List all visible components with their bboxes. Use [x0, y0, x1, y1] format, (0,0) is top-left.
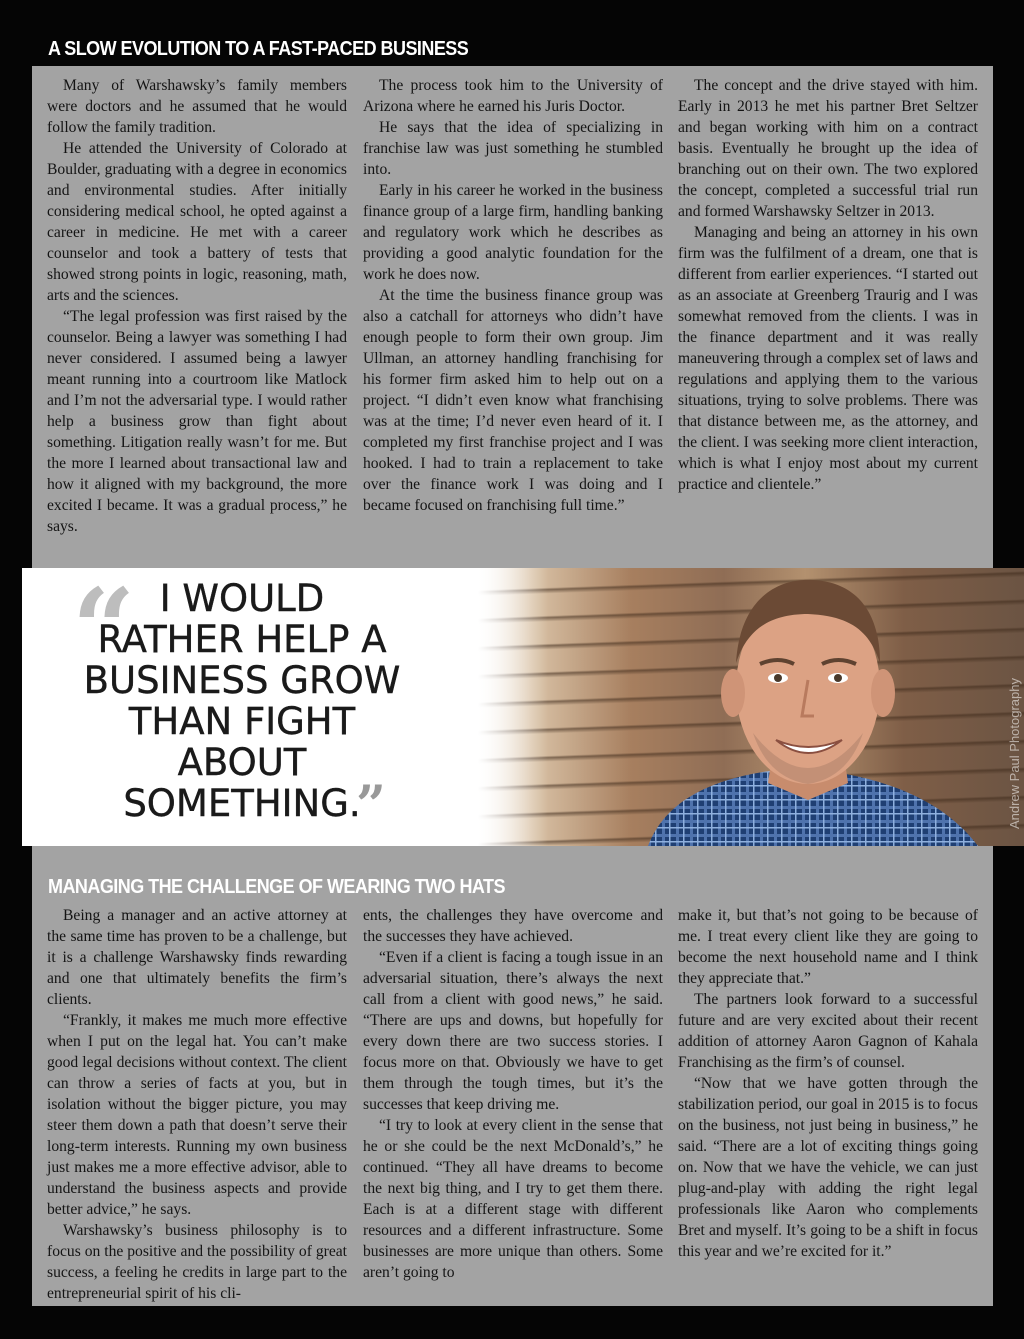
man-portrait-illustration: [648, 568, 978, 846]
paragraph: ents, the challenges they have overcome and the successes they have achieved.: [363, 907, 663, 945]
paragraph: The partners look forward to a successful future and are very excited about their recent addition of attorney Aaron Gagnon of Kahala Franchising as the firm’s of counsel.: [678, 991, 978, 1071]
paragraph: “Frankly, it makes me much more effective when I put on the legal hat. You can’t make good legal decisions without context. The client can throw a series of facts at you, but in isolation without the bigger picture, you may steer them down a path that doesn’t serve their long-term interests. Running my own business just makes me a more effective advisor, able to understand the business aspects and provide better advice,” he says.: [47, 1012, 347, 1218]
portrait-photo: [478, 568, 1024, 846]
paragraph: Managing and being an attorney in his own firm was the fulfilment of a dream, one that is different from earlier experiences. “I started out as an associate at Greenberg Traurig and I was somewhat removed from the clients. I was in the finance department and it was really maneuvering through a complex set of laws and regulations and applying them to the various situations, trying to solve problems. There was that distance between me, as the attorney, and the client. I was seeking more client interaction, which is what I enjoy most about my current practice and clientele.”: [678, 224, 978, 493]
section-title-two-hats: MANAGING THE CHALLENGE OF WEARING TWO HATS: [48, 876, 505, 898]
paragraph: “I try to look at every client in the sense that he or she could be the next McDonald’s,” he continued. “They all have dreams to become the next big thing, and I try to get them there. Each is at a different stage with different resources and a different infrastructure. Some businesses are more unique than others. Some aren’t going to: [363, 1117, 663, 1281]
article-column-3: [678, 75, 978, 495]
paragraph: At the time the business finance group was also a catchall for attorneys who didn’t have enough people to form their own group. Jim Ullman, an attorney handling franchising for his former firm asked him to help out on a project. “I didn’t even know what franchising was at the time; I’d never even heard of it. I completed my first franchise project and I was hooked. I had to train a replacement to take over the finance work I was doing and I became focused on franchising full time.”: [363, 287, 663, 514]
photo-credit: Andrew Paul Photography: [1007, 678, 1022, 830]
paragraph: He says that the idea of specializing in franchise law was just something he stumbled into.: [363, 119, 663, 178]
close-quote-mark: ”: [356, 775, 386, 836]
paragraph: “Now that we have gotten through the stabilization period, our goal in 2015 is to focus on the business, not just being in business,” he said. “There are a lot of exciting things going on. Now that we have the vehicle, we can just plug-and-play with adding the right legal professionals like Aaron who complements Bret and myself. It’s going to be a shift in focus this year and we’re excited for it.”: [678, 1075, 978, 1260]
section-title-slow-evolution: A SLOW EVOLUTION TO A FAST-PACED BUSINESS: [48, 38, 469, 60]
article-column-1: [47, 75, 347, 537]
paragraph: Warshawsky’s business philosophy is to focus on the positive and the possibility of great success, a feeling he credits in large part to the entrepreneurial spirit of his cli-: [47, 1222, 347, 1302]
paragraph: The process took him to the University of Arizona where he earned his Juris Doctor.: [363, 77, 663, 115]
paragraph: The concept and the drive stayed with him. Early in 2013 he met his partner Bret Seltzer and began working with him on a contract basis. Eventually he brought up the idea of branching out on their own. The two explored the concept, completed a successful trial run and formed Warshawsky Seltzer in 2013.: [678, 77, 978, 220]
article-panel-top: [32, 66, 993, 568]
pullquote-band: [22, 568, 1024, 846]
paragraph: Being a manager and an active attorney at the same time has proven to be a challenge, but it is a challenge Warshawsky finds rewarding and one that ultimately benefits the firm’s clients.: [47, 907, 347, 1008]
pullquote: [22, 568, 482, 846]
paragraph: “Even if a client is facing a tough issue in an adversarial situation, there’s always the next call from a client with good news,” he said. “There are ups and downs, but hopefully for every down there are two success stories. I focus more on that. Obviously we have to get them through the tough times, but it’s the successes that keep driving me.: [363, 949, 663, 1113]
pullquote-text: I WOULD RATHER HELP A BUSINESS GROW THAN FIGHT ABOUT SOMETHING.: [83, 577, 401, 825]
article-column-2: [363, 75, 663, 516]
paragraph: Early in his career he worked in the business finance group of a large firm, handling banking and regulatory work which he describes as providing a good analytic foundation for the work he does now.: [363, 182, 663, 283]
article-panel-bottom: [32, 846, 993, 1306]
article-column-1: [47, 905, 347, 1304]
paragraph: make it, but that’s not going to be because of me. I treat every client like they are going to become the next household name and I think they appreciate that.”: [678, 907, 978, 987]
paragraph: “The legal profession was first raised by the counselor. Being a lawyer was something I had never considered. I assumed being a lawyer meant running into a courtroom like Matlock and I’m not the adversarial type. I would rather help a business grow than fight about something. Litigation really wasn’t for me. But the more I learned about transactional law and how it aligned with my background, the more excited I became. It was a gradual process,” he says.: [47, 308, 347, 535]
article-column-2: [363, 905, 663, 1283]
paragraph: He attended the University of Colorado at Boulder, graduating with a degree in economics and environmental studies. After initially considering medical school, he opted against a career in medicine. He met with a career counselor and took a battery of tests that showed strong points in logic, reasoning, math, arts and the sciences.: [47, 140, 347, 304]
article-column-3: [678, 905, 978, 1262]
paragraph: Many of Warshawsky’s family members were doctors and he assumed that he would follow the family tradition.: [47, 77, 347, 136]
open-quote-mark: “: [72, 568, 136, 693]
